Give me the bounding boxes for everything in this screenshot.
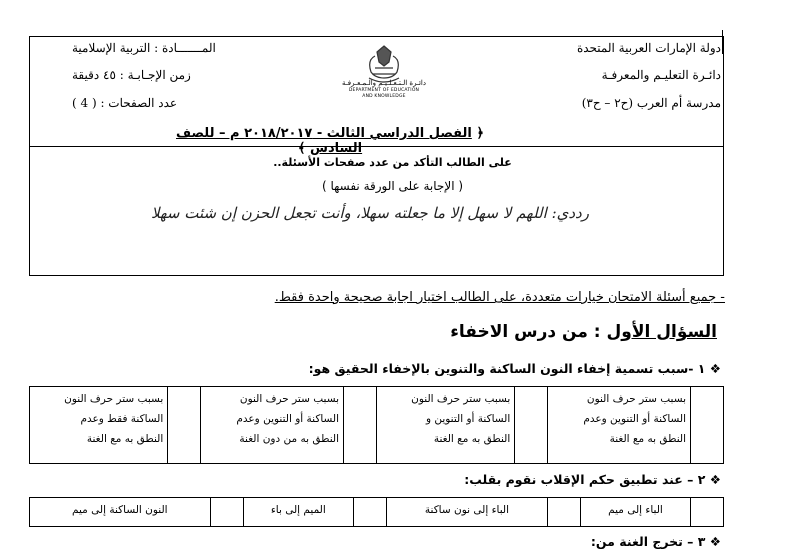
question-3 [591, 534, 721, 549]
question-2-text: ٢ – عند تطبيق حكم الإقلاب نقوم بقلب: [464, 472, 706, 487]
question-2 [464, 472, 721, 487]
section-title-lesson: : من درس الاخفاء [450, 322, 601, 342]
question-1-option-c[interactable]: بسبب ستر حرف النون الساكنة أو التنوين وعدم النطق به من دون الغنة [201, 387, 344, 464]
option-marker-cell[interactable] [547, 498, 580, 527]
logo-english-text-1: DEPARTMENT OF EDUCATION [348, 88, 420, 93]
option-marker-cell[interactable] [354, 498, 387, 527]
question-1-text: ١ -سبب تسمية إخفاء النون الساكنة والتنوين بالإخفاء الحقيق هو: [308, 361, 706, 376]
question-3-text: ٣ – تخرج الغنة من: [590, 534, 706, 549]
section-title-main: السؤال الأول [606, 322, 717, 342]
question-1-options [29, 386, 724, 464]
question-bullet-icon: ❖ [709, 534, 721, 549]
department-name: دائـرة التعليـم والمعرفـة [601, 68, 721, 82]
logo-english-text-2: AND KNOWLEDGE [362, 94, 406, 99]
general-instruction: - جميع أسئلة الامتحان خيارات متعددة، على الطالب اختيار اجابة صحيحة واحدة فقط. [274, 290, 725, 305]
question-2-options [29, 497, 724, 527]
pages-field: عدد الصفحات : ( 4 ) [72, 96, 178, 110]
question-1-option-d[interactable]: بسبب ستر حرف النون الساكنة فقط وعدم النطق به مع الغنة [30, 387, 168, 464]
check-pages-note: على الطالب التأكد من عدد صفحات الأسئلة.. [273, 156, 512, 169]
section-title [450, 322, 717, 342]
question-2-option-a[interactable]: الباء إلى ميم [580, 498, 690, 527]
semester-close-bracket: ﴾ [297, 141, 306, 156]
option-marker-cell[interactable] [168, 387, 201, 464]
option-marker-cell[interactable] [691, 498, 724, 527]
question-2-option-d[interactable]: النون الساكنة إلى ميم [30, 498, 211, 527]
school-name: مدرسة أم العرب (ح٢ – ح٣) [581, 96, 721, 110]
semester-open-bracket: ﴿ [476, 126, 484, 141]
question-1-option-a[interactable]: بسبب ستر حرف النون الساكنة أو التنوين وعدم النطق به مع الغنة [548, 387, 691, 464]
country-name: دولة الإمارات العربية المتحدة [576, 41, 721, 55]
question-2-option-c[interactable]: الميم إلى باء [243, 498, 353, 527]
semester-title: الفصل الدراسي الثالث - ٢٠١٨/٢٠١٧ م – للصف السادس [176, 126, 472, 156]
question-bullet-icon: ❖ [709, 472, 721, 487]
semester-heading [170, 126, 490, 156]
option-marker-cell[interactable] [515, 387, 548, 464]
prayer-text: رددي: اللهم لا سهل إلا ما جعلته سهلا، وأنت تجعل الحزن إن شئت سهلا [151, 204, 589, 222]
falcon-logo-icon [345, 38, 423, 110]
logo-arabic-text: دائـرة الـتـعـلـيـم والـمـعـرفـة [342, 79, 426, 87]
time-field: زمن الإجـابـة : ٤٥ دقيقة [72, 68, 191, 82]
question-2-option-b[interactable]: الباء إلى نون ساكنة [387, 498, 548, 527]
subject-field: المـــــــادة : التربية الإسلامية [72, 41, 216, 55]
option-marker-cell[interactable] [210, 498, 243, 527]
answer-on-paper-note: ( الإجابة على الورقة نفسها ) [321, 179, 464, 193]
question-1 [309, 361, 721, 376]
question-bullet-icon: ❖ [709, 361, 721, 376]
question-1-option-b[interactable]: بسبب ستر حرف النون الساكنة أو التنوين و النطق به مع الغنة [377, 387, 515, 464]
option-marker-cell[interactable] [344, 387, 377, 464]
option-marker-cell[interactable] [691, 387, 724, 464]
